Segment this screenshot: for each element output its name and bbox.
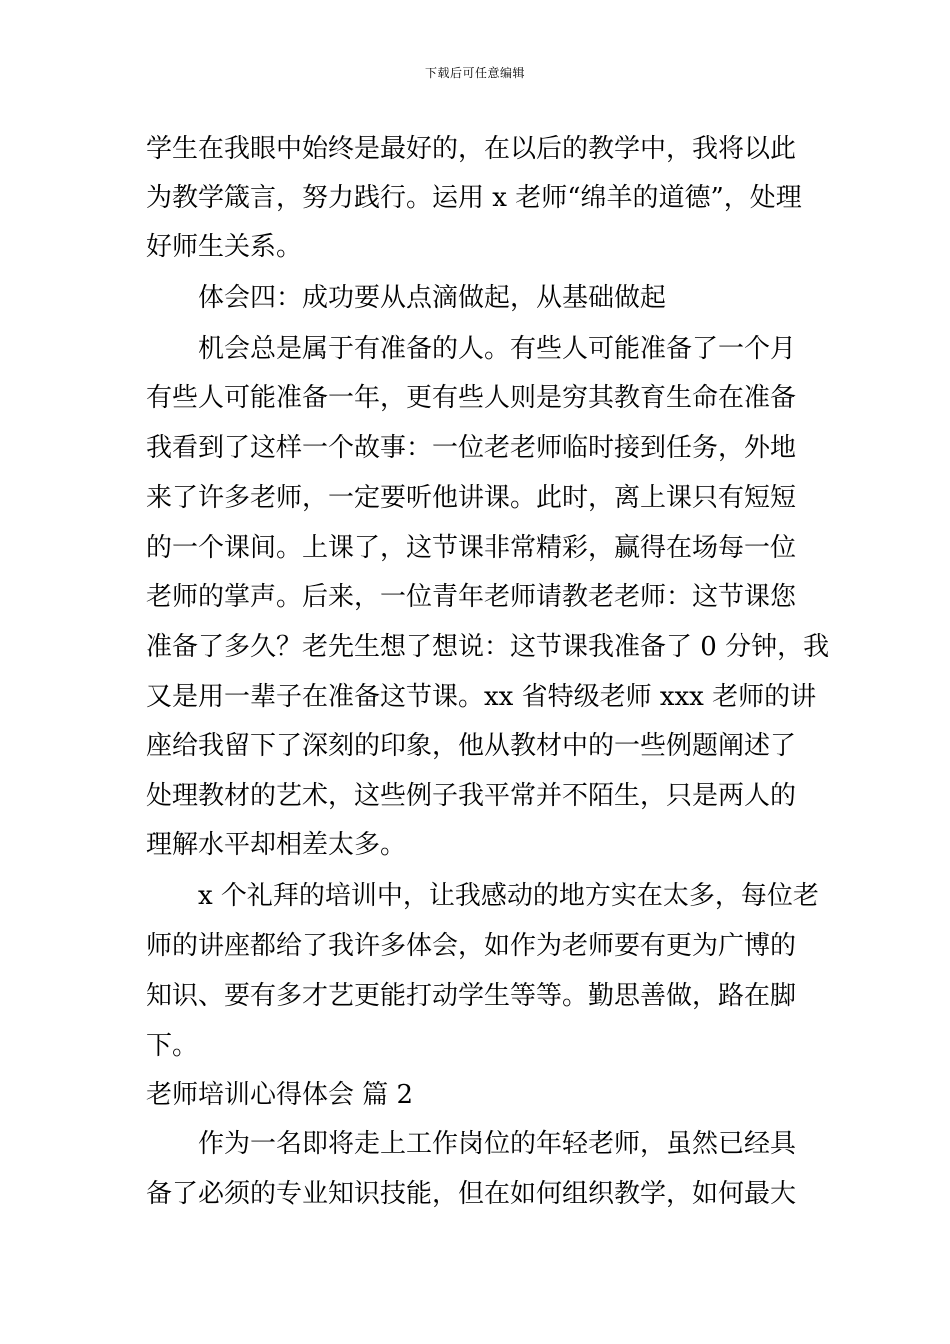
text-line: 准备了多久？老先生想了想说：这节课我准备了 0 分钟，我	[146, 632, 830, 662]
text-line: 好师生关系。	[146, 232, 303, 262]
text-line: 为教学箴言，努力践行。运用 x 老师“绵羊的道德”，处理	[146, 183, 802, 213]
text-line: 下。	[146, 1031, 199, 1061]
text-line: 有些人可能准备一年，更有些人则是穷其教育生命在准备	[146, 383, 797, 413]
section-title: 老师培训心得体会 篇 2	[146, 1080, 414, 1110]
text-line: 又是用一辈子在准备这节课。xx 省特级老师 xxx 老师的讲	[146, 682, 817, 712]
text-line: 座给我留下了深刻的印象，他从教材中的一些例题阐述了	[146, 731, 797, 761]
text-line: x 个礼拜的培训中，让我感动的地方实在太多，每位老	[198, 881, 819, 911]
text-line: 理解水平却相差太多。	[146, 830, 407, 860]
text-line: 我看到了这样一个故事：一位老老师临时接到任务，外地	[146, 433, 797, 463]
section-heading: 体会四：成功要从点滴做起，从基础做起	[198, 283, 667, 313]
text-line: 机会总是属于有准备的人。有些人可能准备了一个月	[198, 334, 797, 364]
text-line: 作为一名即将走上工作岗位的年轻老师，虽然已经具	[198, 1129, 797, 1159]
text-line: 学生在我眼中始终是最好的，在以后的教学中，我将以此	[146, 134, 797, 164]
text-line: 来了许多老师，一定要听他讲课。此时，离上课只有短短	[146, 483, 797, 513]
text-line: 处理教材的艺术，这些例子我平常并不陌生，只是两人的	[146, 781, 797, 811]
page-header: 下载后可任意编辑	[424, 66, 525, 80]
text-line: 的一个课间。上课了，这节课非常精彩，赢得在场每一位	[146, 533, 797, 563]
text-line: 师的讲座都给了我许多体会，如作为老师要有更为广博的	[146, 931, 797, 961]
text-line: 备了必须的专业知识技能，但在如何组织教学，如何最大	[146, 1179, 797, 1209]
text-line: 老师的掌声。后来，一位青年老师请教老老师：这节课您	[146, 582, 797, 612]
text-line: 知识、要有多才艺更能打动学生等等。勤思善做，路在脚	[146, 981, 797, 1011]
